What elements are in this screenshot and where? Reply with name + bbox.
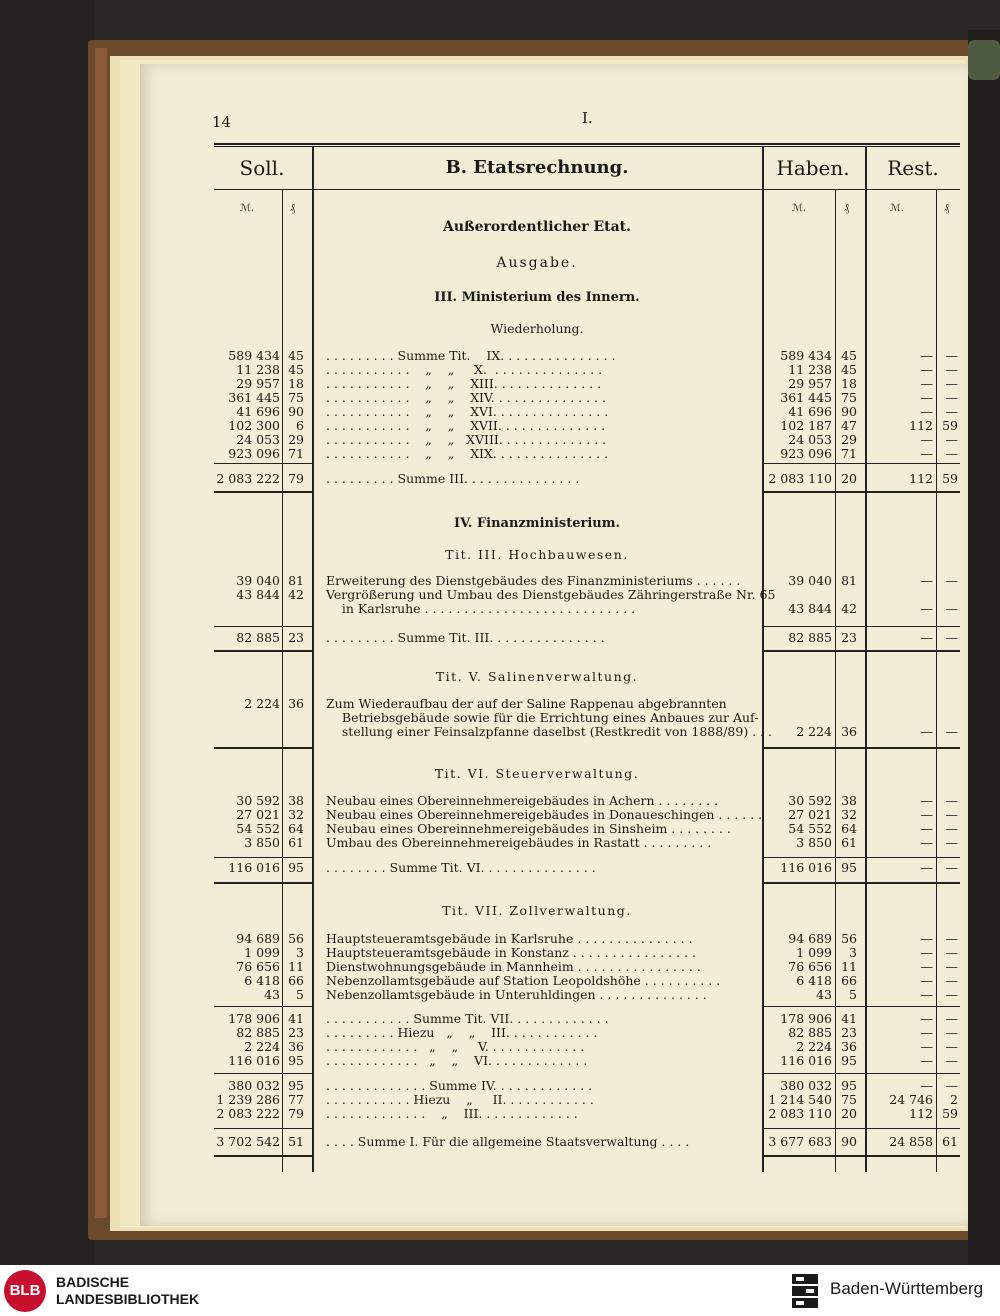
haben-pf-cell: 81 <box>841 573 857 588</box>
row-description: Nebenzollamtsgebäude auf Station Leopoldshöhe . . . . . . . . . . <box>326 973 721 988</box>
heading-zollverwaltung: Tit. VII. Zollverwaltung. <box>442 903 632 918</box>
haben-pf-cell: 5 <box>849 987 857 1002</box>
rest-pf-cell: — <box>945 432 958 447</box>
haben-pf-cell: 90 <box>841 404 857 419</box>
rest-pf-cell: — <box>945 807 958 822</box>
soll-pf-cell: 79 <box>288 1106 304 1121</box>
rest-mark-cell: 24 858 <box>889 1134 933 1149</box>
soll-pf-cell: 75 <box>288 390 304 405</box>
row-description: . . . . . . . . . . . „ „ XVI. . . . . . . . . . . . . . . <box>326 404 609 419</box>
soll-mark-cell: 76 656 <box>236 959 280 974</box>
column-header-soll: Soll. <box>239 156 285 180</box>
unit-mark-soll: ℳ. <box>240 203 254 214</box>
rule-soll-11 <box>214 1155 312 1157</box>
soll-pf-cell: 3 <box>296 945 304 960</box>
row-description: . . . . . . . . . Hiezu „ „ III. . . . . . . . . . . . <box>326 1025 598 1040</box>
row-description: Neubau eines Obereinnehmereigebäudes in Achern . . . . . . . . <box>326 793 719 808</box>
rest-mark-cell: 112 <box>909 418 933 433</box>
soll-pf-cell: 61 <box>288 835 304 850</box>
rest-mark-cell: — <box>920 945 933 960</box>
soll-pf-cell: 45 <box>288 348 304 363</box>
haben-mark-cell: 2 083 110 <box>768 1106 832 1121</box>
rest-pf-cell: — <box>945 821 958 836</box>
rule-haben-7 <box>762 882 960 884</box>
soll-mark-cell: 24 053 <box>236 432 280 447</box>
soll-mark-cell: 361 445 <box>228 390 280 405</box>
haben-mark-cell: 102 187 <box>780 418 832 433</box>
soll-mark-cell: 3 850 <box>244 835 280 850</box>
row-description: . . . . . . . . . . . . „ „ VI. . . . . . . . . . . . . <box>326 1053 588 1068</box>
soll-mark-cell: 30 592 <box>236 793 280 808</box>
rest-pf-cell: — <box>945 601 958 616</box>
row-description: . . . . . . . . . . . Summe Tit. VII. . . . . . . . . . . . . <box>326 1011 609 1026</box>
haben-pf-cell: 42 <box>841 601 857 616</box>
haben-mark-cell: 116 016 <box>780 860 832 875</box>
rest-mark-cell: — <box>920 1025 933 1040</box>
page-number: 14 <box>212 113 232 131</box>
soll-mark-cell: 82 885 <box>236 1025 280 1040</box>
heading-salinenverwaltung: Tit. V. Salinenverwaltung. <box>435 669 639 684</box>
soll-mark-cell: 94 689 <box>236 931 280 946</box>
rest-pf-cell: — <box>945 793 958 808</box>
soll-mark-cell: 29 957 <box>236 376 280 391</box>
haben-mark-cell: 2 224 <box>796 724 832 739</box>
soll-pf-cell: 95 <box>288 1078 304 1093</box>
haben-pf-cell: 56 <box>841 931 857 946</box>
rest-pf-cell: — <box>945 573 958 588</box>
haben-pf-cell: 23 <box>841 630 857 645</box>
haben-pf-cell: 3 <box>849 945 857 960</box>
rest-pf-cell: — <box>945 959 958 974</box>
haben-pf-cell: 29 <box>841 432 857 447</box>
state-lions-icon <box>790 1272 820 1310</box>
rest-pf-cell: — <box>945 724 958 739</box>
haben-mark-cell: 2 083 110 <box>768 471 832 486</box>
soll-mark-cell: 923 096 <box>228 446 280 461</box>
rest-mark-cell: — <box>920 630 933 645</box>
row-description: in Karlsruhe . . . . . . . . . . . . . . . . . . . . . . . . . . . <box>326 601 636 616</box>
rest-mark-cell: — <box>920 931 933 946</box>
rule-soll-5 <box>214 747 312 749</box>
rest-mark-cell: — <box>920 362 933 377</box>
soll-mark-cell: 1 239 286 <box>216 1092 280 1107</box>
rule-haben-11 <box>762 1155 960 1157</box>
soll-mark-cell: 39 040 <box>236 573 280 588</box>
state-name: Baden-Württemberg <box>830 1279 984 1298</box>
haben-mark-cell: 43 844 <box>788 601 832 616</box>
soll-mark-cell: 380 032 <box>228 1078 280 1093</box>
column-header-haben: Haben. <box>776 156 850 180</box>
heading-ausgabe: Ausgabe. <box>496 255 578 271</box>
footer-bar <box>0 1265 1000 1316</box>
haben-pf-cell: 75 <box>841 1092 857 1107</box>
row-description: . . . . . . . . . . . „ „ XIX. . . . . . . . . . . . . . . <box>326 446 609 461</box>
haben-mark-cell: 41 696 <box>788 404 832 419</box>
soll-pf-cell: 32 <box>288 807 304 822</box>
row-description: Neubau eines Obereinnehmereigebäudes in Donaueschingen . . . . . . <box>326 807 763 822</box>
rest-mark-cell: — <box>920 724 933 739</box>
haben-mark-cell: 116 016 <box>780 1053 832 1068</box>
heading-ministerium-innern: III. Ministerium des Innern. <box>434 290 640 305</box>
rule-haben-4 <box>762 650 960 652</box>
library-name-line1: BADISCHE <box>56 1274 130 1290</box>
soll-pf-cell: 41 <box>288 1011 304 1026</box>
rule-soll-8 <box>214 1006 312 1007</box>
rest-mark-cell: — <box>920 1053 933 1068</box>
haben-pf-cell: 38 <box>841 793 857 808</box>
haben-mark-cell: 2 224 <box>796 1039 832 1054</box>
heading-etat: Außerordentlicher Etat. <box>442 219 632 235</box>
row-description: . . . . . . . . . . . „ „ XIV. . . . . . . . . . . . . . . <box>326 390 606 405</box>
soll-mark-cell: 116 016 <box>228 1053 280 1068</box>
table-top-rule <box>214 143 960 145</box>
haben-pf-cell: 66 <box>841 973 857 988</box>
row-description: . . . . . . . . Summe Tit. VI. . . . . . . . . . . . . . . <box>326 860 596 875</box>
haben-mark-cell: 94 689 <box>788 931 832 946</box>
unit-pf-rest: ₰ <box>944 203 949 214</box>
row-description: . . . . Summe I. Für die allgemeine Staatsverwaltung . . . . <box>326 1134 690 1149</box>
soll-pf-cell: 71 <box>288 446 304 461</box>
rule-haben-10 <box>762 1128 960 1129</box>
soll-mark-cell: 102 300 <box>228 418 280 433</box>
soll-mark-cell: 2 083 222 <box>216 1106 280 1121</box>
haben-mark-cell: 24 053 <box>788 432 832 447</box>
rest-pf-cell: 2 <box>950 1092 958 1107</box>
haben-pf-cell: 20 <box>841 1106 857 1121</box>
soll-mark-cell: 2 224 <box>244 1039 280 1054</box>
haben-mark-cell: 29 957 <box>788 376 832 391</box>
rest-mark-cell: — <box>920 959 933 974</box>
rest-pf-cell: — <box>945 931 958 946</box>
rest-mark-cell: — <box>920 860 933 875</box>
unit-pf-haben: ₰ <box>844 203 849 214</box>
haben-mark-cell: 1 214 540 <box>768 1092 832 1107</box>
heading-wiederholung: Wiederholung. <box>490 321 584 336</box>
rest-mark-cell: — <box>920 573 933 588</box>
soll-pf-cell: 66 <box>288 973 304 988</box>
haben-mark-cell: 43 <box>816 987 832 1002</box>
soll-pf-cell: 81 <box>288 573 304 588</box>
haben-mark-cell: 3 677 683 <box>768 1134 832 1149</box>
rule-soll-4 <box>214 650 312 652</box>
haben-mark-cell: 27 021 <box>788 807 832 822</box>
soll-mark-cell: 54 552 <box>236 821 280 836</box>
row-description: Neubau eines Obereinnehmereigebäudes in Sinsheim . . . . . . . . <box>326 821 731 836</box>
rest-pf-cell: 59 <box>942 418 958 433</box>
haben-pf-cell: 47 <box>841 418 857 433</box>
book-spine-edge <box>95 48 107 1218</box>
column-header-rest: Rest. <box>887 156 939 180</box>
rest-mark-cell: 24 746 <box>889 1092 933 1107</box>
rule-soll-10 <box>214 1128 312 1129</box>
soll-pf-cell: 90 <box>288 404 304 419</box>
haben-pf-cell: 36 <box>841 724 857 739</box>
row-description: . . . . . . . . . . . Hiezu „ II. . . . . . . . . . . . <box>326 1092 594 1107</box>
rest-mark-cell: — <box>920 601 933 616</box>
haben-mark-cell: 380 032 <box>780 1078 832 1093</box>
rest-mark-cell: 112 <box>909 1106 933 1121</box>
haben-pf-cell: 36 <box>841 1039 857 1054</box>
soll-mark-cell: 2 224 <box>244 696 280 711</box>
soll-mark-cell: 43 <box>264 987 280 1002</box>
rule-haben-3 <box>762 626 960 627</box>
rule-haben-1 <box>762 463 960 464</box>
rest-pf-cell: — <box>945 835 958 850</box>
haben-pf-cell: 20 <box>841 471 857 486</box>
haben-pf-cell: 18 <box>841 376 857 391</box>
haben-pf-cell: 95 <box>841 1053 857 1068</box>
soll-pf-cell: 56 <box>288 931 304 946</box>
heading-hochbauwesen: Tit. III. Hochbauwesen. <box>445 547 629 562</box>
unit-mark-haben: ℳ. <box>792 203 806 214</box>
row-description: . . . . . . . . . Summe Tit. IX. . . . . . . . . . . . . . . <box>326 348 616 363</box>
soll-mark-cell: 178 906 <box>228 1011 280 1026</box>
haben-pf-cell: 95 <box>841 1078 857 1093</box>
rule-soll-6 <box>214 857 312 858</box>
haben-mark-cell: 11 238 <box>788 362 832 377</box>
rest-mark-cell: — <box>920 807 933 822</box>
rest-pf-cell: 61 <box>942 1134 958 1149</box>
row-description: . . . . . . . . . . . „ „ XIII. . . . . . . . . . . . . . <box>326 376 602 391</box>
haben-mark-cell: 361 445 <box>780 390 832 405</box>
soll-pf-cell: 38 <box>288 793 304 808</box>
soll-mark-cell: 27 021 <box>236 807 280 822</box>
rest-pf-cell: — <box>945 390 958 405</box>
row-description: Hauptsteueramtsgebäude in Karlsruhe . . . . . . . . . . . . . . . <box>326 931 693 946</box>
section-number: I. <box>582 109 593 127</box>
haben-mark-cell: 923 096 <box>780 446 832 461</box>
background-left <box>0 0 95 1265</box>
rest-mark-cell: — <box>920 987 933 1002</box>
row-description: stellung einer Feinsalzpfanne daselbst (Restkredit von 1888/89) . . . <box>326 724 773 739</box>
soll-pf-cell: 36 <box>288 696 304 711</box>
row-description: . . . . . . . . . . . . „ „ V. . . . . . . . . . . . . <box>326 1039 585 1054</box>
haben-pf-cell: 64 <box>841 821 857 836</box>
rule-haben-8 <box>762 1006 960 1007</box>
soll-pf-cell: 23 <box>288 1025 304 1040</box>
haben-mark-cell: 30 592 <box>788 793 832 808</box>
haben-mark-cell: 1 099 <box>796 945 832 960</box>
rest-pf-cell: 59 <box>942 1106 958 1121</box>
row-description: Vergrößerung und Umbau des Dienstgebäudes Zähringerstraße Nr. 65 <box>326 587 776 602</box>
rest-mark-cell: — <box>920 973 933 988</box>
haben-mark-cell: 82 885 <box>788 1025 832 1040</box>
soll-pf-cell: 95 <box>288 860 304 875</box>
rest-mark-cell: — <box>920 821 933 836</box>
haben-mark-cell: 589 434 <box>780 348 832 363</box>
row-description: . . . . . . . . . Summe Tit. III. . . . . . . . . . . . . . . <box>326 630 605 645</box>
soll-mark-cell: 589 434 <box>228 348 280 363</box>
row-description: Nebenzollamtsgebäude in Unteruhldingen . . . . . . . . . . . . . . <box>326 987 707 1002</box>
soll-pf-cell: 11 <box>288 959 304 974</box>
haben-pf-cell: 32 <box>841 807 857 822</box>
unit-mark-rest: ℳ. <box>890 203 904 214</box>
rest-pf-cell: — <box>945 945 958 960</box>
haben-mark-cell: 76 656 <box>788 959 832 974</box>
haben-pf-cell: 45 <box>841 362 857 377</box>
rest-pf-cell: — <box>945 1011 958 1026</box>
cover-band <box>968 40 1000 80</box>
rule-haben-2 <box>762 491 960 493</box>
haben-mark-cell: 54 552 <box>788 821 832 836</box>
row-description: Betriebsgebäude sowie für die Errichtung eines Anbaues zur Auf- <box>326 710 759 725</box>
row-description: . . . . . . . . . Summe III. . . . . . . . . . . . . . . <box>326 471 580 486</box>
haben-pf-cell: 23 <box>841 1025 857 1040</box>
rest-mark-cell: — <box>920 348 933 363</box>
library-name-line2: LANDESBIBLIOTHEK <box>56 1291 200 1307</box>
soll-mark-cell: 2 083 222 <box>216 471 280 486</box>
soll-pf-cell: 95 <box>288 1053 304 1068</box>
rest-mark-cell: — <box>920 446 933 461</box>
rest-mark-cell: — <box>920 376 933 391</box>
rest-pf-cell: — <box>945 1039 958 1054</box>
rest-mark-cell: — <box>920 1078 933 1093</box>
row-description: . . . . . . . . . . . „ „ X. . . . . . . . . . . . . . . <box>326 362 603 377</box>
soll-mark-cell: 6 418 <box>244 973 280 988</box>
soll-pf-cell: 79 <box>288 471 304 486</box>
soll-pf-cell: 23 <box>288 630 304 645</box>
rule-haben-9 <box>762 1073 960 1074</box>
rest-pf-cell: — <box>945 1053 958 1068</box>
rule-haben-5 <box>762 747 960 749</box>
unit-pf-soll: ₰ <box>290 203 295 214</box>
rule-soll-2 <box>214 491 312 493</box>
document-page <box>140 64 968 1226</box>
row-description: . . . . . . . . . . . „ „ XVIII. . . . . . . . . . . . . . <box>326 432 607 447</box>
soll-pf-cell: 64 <box>288 821 304 836</box>
haben-mark-cell: 178 906 <box>780 1011 832 1026</box>
rest-pf-cell: — <box>945 404 958 419</box>
haben-pf-cell: 41 <box>841 1011 857 1026</box>
table-top-rule-2 <box>214 146 960 147</box>
rest-pf-cell: — <box>945 1078 958 1093</box>
row-description: Hauptsteueramtsgebäude in Konstanz . . . . . . . . . . . . . . . . <box>326 945 696 960</box>
haben-mark-cell: 3 850 <box>796 835 832 850</box>
rest-pf-cell: — <box>945 630 958 645</box>
rule-soll-3 <box>214 626 312 627</box>
rest-pf-cell: — <box>945 973 958 988</box>
soll-mark-cell: 11 238 <box>236 362 280 377</box>
row-description: Dienstwohnungsgebäude in Mannheim . . . . . . . . . . . . . . . . <box>326 959 701 974</box>
soll-pf-cell: 5 <box>296 987 304 1002</box>
haben-mark-cell: 39 040 <box>788 573 832 588</box>
rest-mark-cell: — <box>920 404 933 419</box>
rest-mark-cell: 112 <box>909 471 933 486</box>
soll-mark-cell: 82 885 <box>236 630 280 645</box>
haben-pf-cell: 61 <box>841 835 857 850</box>
rule-soll-7 <box>214 882 312 884</box>
rest-pf-cell: — <box>945 446 958 461</box>
blb-logo: BLB <box>4 1270 46 1312</box>
rule-soll-9 <box>214 1073 312 1074</box>
rest-pf-cell: — <box>945 376 958 391</box>
row-description: . . . . . . . . . . . . . Summe IV. . . . . . . . . . . . . <box>326 1078 593 1093</box>
soll-pf-cell: 6 <box>296 418 304 433</box>
soll-pf-cell: 42 <box>288 587 304 602</box>
row-description: Erweiterung des Dienstgebäudes des Finanzministeriums . . . . . . <box>326 573 741 588</box>
rule-haben-6 <box>762 857 960 858</box>
soll-mark-cell: 3 702 542 <box>216 1134 280 1149</box>
row-description: Umbau des Obereinnehmereigebäudes in Rastatt . . . . . . . . . <box>326 835 712 850</box>
soll-pf-cell: 51 <box>288 1134 304 1149</box>
rule-soll-1 <box>214 463 312 464</box>
rest-pf-cell: — <box>945 987 958 1002</box>
rest-pf-cell: 59 <box>942 471 958 486</box>
haben-pf-cell: 11 <box>841 959 857 974</box>
haben-pf-cell: 95 <box>841 860 857 875</box>
rest-pf-cell: — <box>945 362 958 377</box>
soll-pf-cell: 18 <box>288 376 304 391</box>
soll-mark-cell: 43 844 <box>236 587 280 602</box>
haben-pf-cell: 90 <box>841 1134 857 1149</box>
haben-mark-cell: 6 418 <box>796 973 832 988</box>
rest-mark-cell: — <box>920 835 933 850</box>
rest-mark-cell: — <box>920 432 933 447</box>
rest-mark-cell: — <box>920 390 933 405</box>
rest-pf-cell: — <box>945 860 958 875</box>
soll-mark-cell: 1 099 <box>244 945 280 960</box>
haben-pf-cell: 71 <box>841 446 857 461</box>
rest-mark-cell: — <box>920 1039 933 1054</box>
row-description: . . . . . . . . . . . . . „ III. . . . . . . . . . . . . <box>326 1106 578 1121</box>
row-description: . . . . . . . . . . . „ „ XVII. . . . . . . . . . . . . . <box>326 418 606 433</box>
header-bottom-rule <box>214 189 960 190</box>
column-header-title: B. Etatsrechnung. <box>445 157 629 178</box>
haben-mark-cell: 82 885 <box>788 630 832 645</box>
rest-mark-cell: — <box>920 1011 933 1026</box>
soll-pf-cell: 77 <box>288 1092 304 1107</box>
heading-finanzministerium: IV. Finanzministerium. <box>453 516 621 531</box>
row-description: Zum Wiederaufbau der auf der Saline Rappenau abgebrannten <box>326 696 727 711</box>
right-cover <box>968 30 1000 1265</box>
soll-pf-cell: 45 <box>288 362 304 377</box>
soll-mark-cell: 41 696 <box>236 404 280 419</box>
rest-pf-cell: — <box>945 1025 958 1040</box>
rest-pf-cell: — <box>945 348 958 363</box>
soll-mark-cell: 116 016 <box>228 860 280 875</box>
haben-pf-cell: 75 <box>841 390 857 405</box>
soll-pf-cell: 29 <box>288 432 304 447</box>
heading-steuerverwaltung: Tit. VI. Steuerverwaltung. <box>434 766 640 781</box>
haben-pf-cell: 45 <box>841 348 857 363</box>
rest-mark-cell: — <box>920 793 933 808</box>
soll-pf-cell: 36 <box>288 1039 304 1054</box>
